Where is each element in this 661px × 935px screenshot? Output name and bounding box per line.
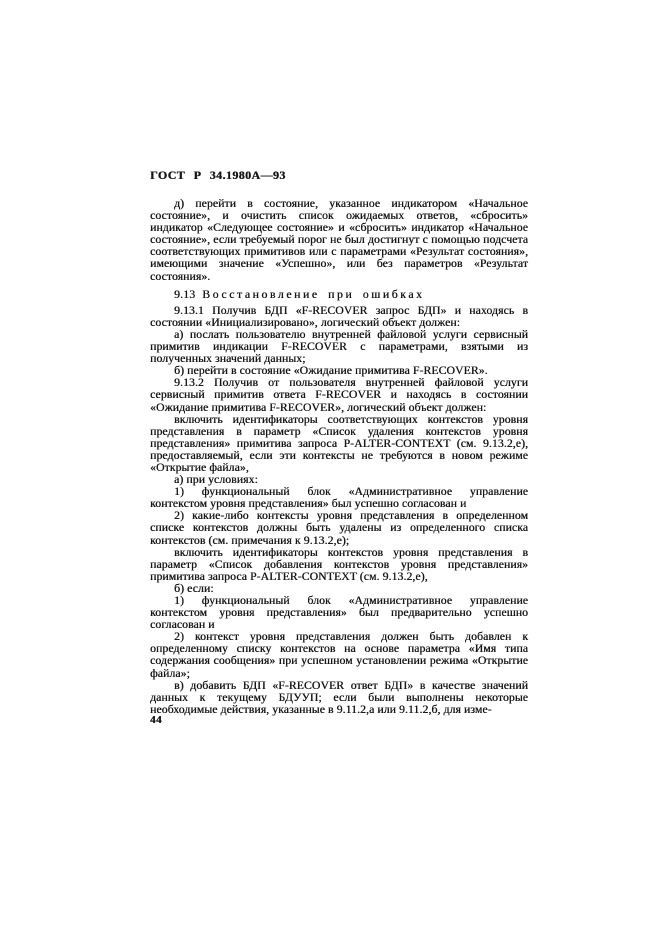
running-header: ГОСТ Р 34.1980А—93 [150, 168, 286, 182]
paragraph-if-1: 1) функциональный блок «Административное управление контекстом уровня представления» был предварительно успешно согласован и [150, 594, 528, 632]
paragraph-a: а) послать пользователю внутренней файловой услуги сервисный примитив индикации F-RECOVER с параметрами, взятыми из полученных значений данных; [150, 327, 528, 366]
section-number: 9.13 [174, 287, 196, 301]
paragraph-b-if: б) если: [174, 581, 214, 595]
section-title: Восстановление при ошибках [202, 287, 425, 301]
body-text [150, 198, 528, 716]
paragraph-d: д) перейти в состояние, указанное индикатором «Начальное состояние», и очистить список ожидаемых ответов, «сбросить» индикатор «Следующее состояние» и «сбросить» индикатор «Начальное состояние», если требуемый порог не был достигнут с помощью подсчета соответствующих примитивов или с параметрами «Результат состояния», имеющими значение «Успешно», или без параметров «Результат состояния». [150, 197, 528, 283]
paragraph-v: в) добавить БДП «F-RECOVER ответ БДП» в качестве значений данных к текущему БДУУП; если были выполнены некоторые необходимые действия, указанные в 9.11.2,а или 9.11.2,б, для изме- [150, 678, 528, 716]
paragraph-include-delete-list: включить идентификаторы соответствующих контекстов уровня представления в параметр «Список удаления контекстов уровня представления» примитива запроса P-ALTER-CONTEXT (см. 9.13.2,е), предоставляемый, если эти контексты не требуются в новом режиме «Открытие файла», [150, 412, 528, 474]
paragraph-include-add-list: включить идентификаторы контекстов уровня представления в параметр «Список добавления контекстов уровня представления» примитива запроса P-ALTER-CONTEXT (см. 9.13.2,е), [150, 545, 528, 583]
paragraph-b: б) перейти в состояние «Ожидание примитива F-RECOVER». [174, 364, 488, 378]
paragraph-a-conditions: а) при условиях: [174, 473, 258, 487]
section-heading [150, 289, 528, 301]
paragraph-if-2: 2) контекст уровня представления должен быть добавлен к определенному списку контекстов на основе параметра «Имя типа содержания сообщения» при успешном установлении режима «Открытие файла»; [150, 630, 528, 680]
text-block [150, 168, 528, 716]
page-number: 44 [150, 714, 162, 726]
paragraph-9-13-2: 9.13.2 Получив от пользователя внутренней файловой услуги сервисный примитив ответа F-RECOVER и находясь в состоянии «Ожидание примитива F-RECOVER», логический объект должен: [150, 376, 528, 414]
paragraph-cond-1: 1) функциональный блок «Административное управление контекстом уровня представления» был успешно согласован и [150, 485, 528, 511]
paragraph-cond-2: 2) какие-либо контексты уровня представления в определенном списке контекстов должны быть удалены из определенного списка контекстов (см. примечания к 9.13.2,е); [150, 509, 528, 547]
paragraph-9-13-1: 9.13.1 Получив БДП «F-RECOVER запрос БДП» и находясь в состоянии «Инициализировано», логический объект должен: [150, 303, 528, 329]
